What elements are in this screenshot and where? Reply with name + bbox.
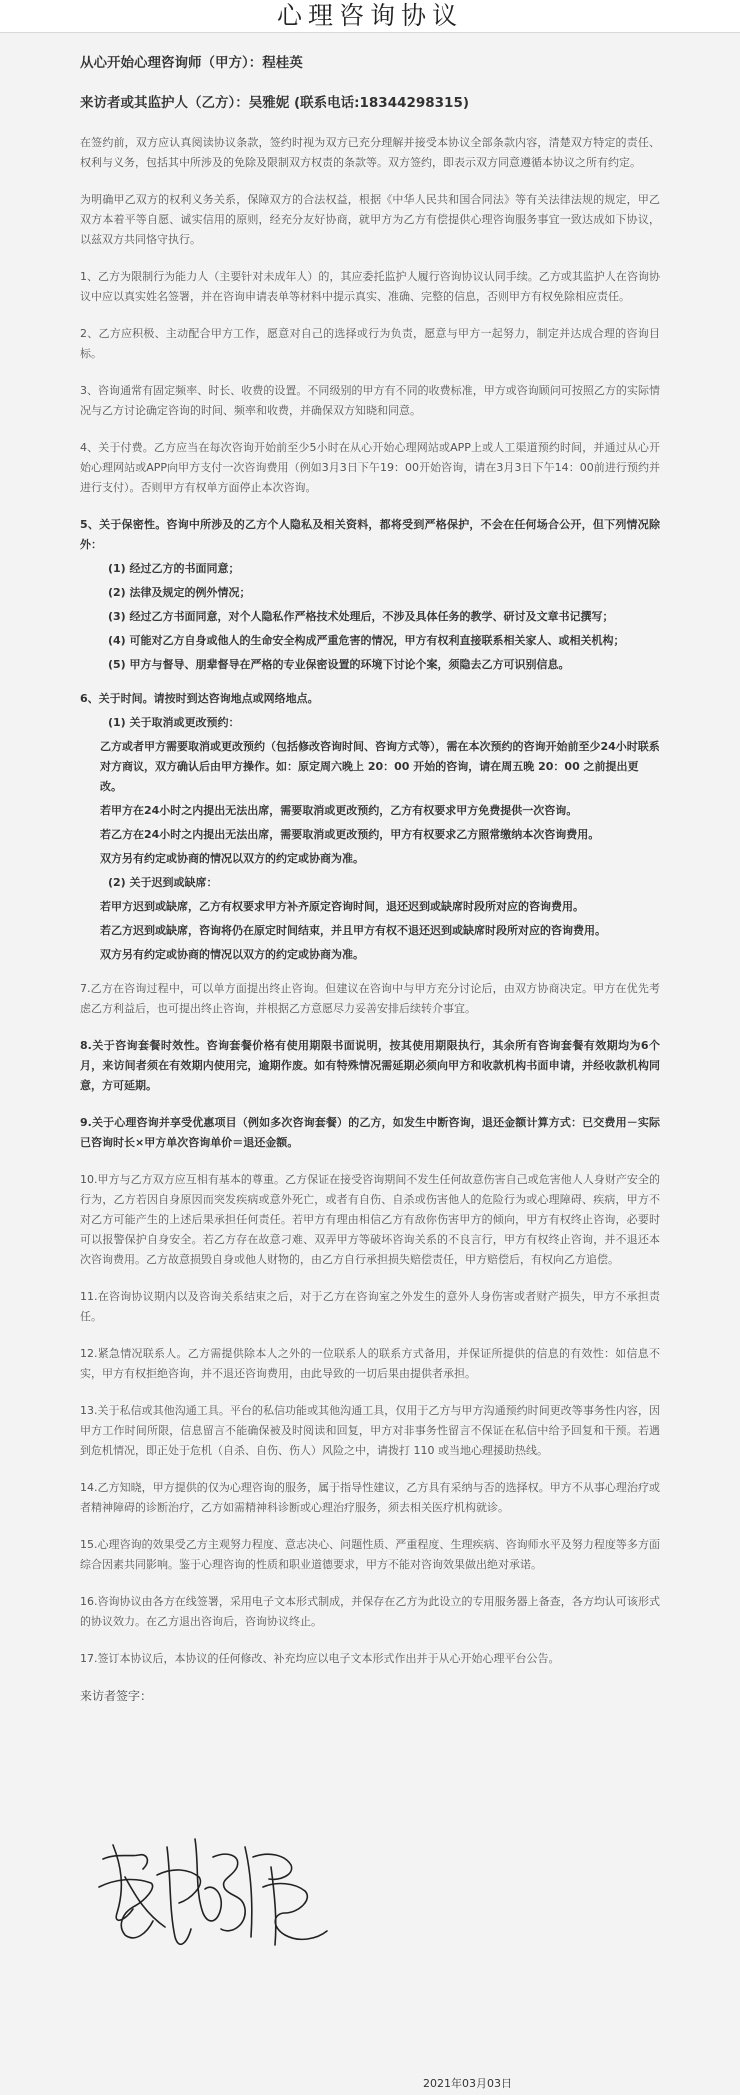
clause-6: 6、关于时间。请按时到达咨询地点或网络地点。 [80,692,319,705]
clause-15: 15.心理咨询的效果受乙方主观努力程度、意志决心、问题性质、严重程度、生理疾病、咨询师水平及努力程度等多方面综合因素共同影响。鉴于心理咨询的性质和职业道德要求，甲方不能对咨询效果做出绝对承诺。 [80,1538,660,1571]
clause-5-item: (2) 法律及规定的例外情况； [108,586,251,599]
handwritten-signature [95,1817,335,1967]
signing-date: 2021年03月03日 [423,2077,512,2090]
title-bar [0,0,740,33]
clause-6-item: (1) 关于取消或更改预约： [108,716,240,729]
clause-16: 16.咨询协议由各方在线签署，采用电子文本形式制成，并保存在乙方为此设立的专用服务器上备查，各方均认可该形式的协议效力。在乙方退出咨询后，咨询协议终止。 [80,1595,660,1628]
agreement-content [0,33,740,1704]
clause-14: 14.乙方知晓，甲方提供的仅为心理咨询的服务，属于指导性建议，乙方具有采纳与否的选择权。甲方不从事心理治疗或者精神障碍的诊断治疗，乙方如需精神科诊断或心理治疗服务，须去相关医疗机构就诊。 [80,1481,660,1514]
clause-6-item: 双方另有约定或协商的情况以双方的约定或协商为准。 [100,852,364,865]
clause-6-item: 若甲方迟到或缺席，乙方有权要求甲方补齐原定咨询时间，退还迟到或缺席时段所对应的咨询费用。 [100,900,584,913]
clause-6-item: 若甲方在24小时之内提出无法出席，需要取消或更改预约，乙方有权要求甲方免费提供一次咨询。 [100,804,578,817]
clause-6-item: 乙方或者甲方需要取消或更改预约（包括修改咨询时间、咨询方式等），需在本次预约的咨询开始前至少24小时联系对方商议，双方确认后由甲方操作。如：原定周六晚上 20：00 开始的咨询，请在周五晚 20：00 之前提出更改。 [100,740,660,793]
clause-2: 2、乙方应积极、主动配合甲方工作，愿意对自己的选择或行为负责，愿意与甲方一起努力，制定并达成合理的咨询目标。 [80,327,660,360]
clause-5: 5、关于保密性。咨询中所涉及的乙方个人隐私及相关资料，都将受到严格保护，不会在任何场合公开，但下列情况除外： [80,518,660,551]
clause-3: 3、咨询通常有固定频率、时长、收费的设置。不同级别的甲方有不同的收费标准，甲方或咨询顾问可按照乙方的实际情况与乙方讨论确定咨询的时间、频率和收费，并确保双方知晓和同意。 [80,384,660,417]
page-title: 心理咨询协议 [276,1,463,30]
clause-6-item: 若乙方在24小时之内提出无法出席，需要取消或更改预约，甲方有权要求乙方照常缴纳本次咨询费用。 [100,828,600,841]
clause-6-item: 双方另有约定或协商的情况以双方的约定或协商为准。 [100,948,364,961]
signature-label: 来访者签字： [80,1689,153,1703]
clause-12: 12.紧急情况联系人。乙方需提供除本人之外的一位联系人的联系方式备用，并保证所提供的信息的有效性：如信息不实，甲方有权拒绝咨询，并不退还咨询费用，由此导致的一切后果由提供者承担。 [80,1347,660,1380]
party-b: 来访者或其监护人（乙方）：吴雅妮 (联系电话:18344298315) [80,95,470,111]
clause-7: 7.乙方在咨询过程中，可以单方面提出终止咨询。但建议在咨询中与甲方充分讨论后，由双方协商决定。甲方在优先考虑乙方利益后，也可提出终止咨询，并根据乙方意愿尽力妥善安排后续转介事宜。 [80,982,660,1015]
clause-17: 17.签订本协议后，本协议的任何修改、补充均应以电子文本形式作出并于从心开始心理平台公告。 [80,1652,560,1665]
clause-4: 4、关于付费。乙方应当在每次咨询开始前至少5小时在从心开始心理网站或APP上或人工渠道预约时间，并通过从心开始心理网站或APP向甲方支付一次咨询费用（例如3月3日下午19：00开始咨询，请在3月3日下午14：00前进行预约并进行支付）。否则甲方有权单方面停止本次咨询。 [80,441,660,494]
clause-5-item: (3) 经过乙方书面同意，对个人隐私作严格技术处理后，不涉及具体任务的教学、研讨及文章书记撰写； [108,610,614,623]
clause-5-item: (5) 甲方与督导、朋辈督导在严格的专业保密设置的环境下讨论个案，须隐去乙方可识别信息。 [108,658,570,671]
party-a: 从心开始心理咨询师（甲方）：程桂英 [80,55,303,71]
clause-5-item: (1) 经过乙方的书面同意； [108,562,240,575]
clause-9: 9.关于心理咨询并享受优惠项目（例如多次咨询套餐）的乙方，如发生中断咨询，退还金额计算方式：已交费用－实际已咨询时长×甲方单次咨询单价＝退还金额。 [80,1116,660,1149]
clause-8: 8.关于咨询套餐时效性。咨询套餐价格有使用期限书面说明，按其使用期限执行，其余所有咨询套餐有效期均为6个月，来访间者须在有效期内使用完，逾期作废。如有特殊情况需延期必须向甲方和收款机构书面申请，并经收款机构同意，方可延期。 [80,1039,660,1092]
clause-11: 11.在咨询协议期内以及咨询关系结束之后，对于乙方在咨询室之外发生的意外人身伤害或者财产损失，甲方不承担责任。 [80,1290,660,1323]
clause-6-list [80,713,660,965]
clause-5-item: (4) 可能对乙方自身或他人的生命安全构成严重危害的情况，甲方有权利直接联系相关家人、或相关机构； [108,634,625,647]
clause-6-item: 若乙方迟到或缺席，咨询将仍在原定时间结束，并且甲方有权不退还迟到或缺席时段所对应的咨询费用。 [100,924,606,937]
intro-paragraph-1: 在签约前，双方应认真阅读协议条款，签约时视为双方已充分理解并接受本协议全部条款内容，清楚双方特定的责任、权利与义务，包括其中所涉及的免除及限制双方权责的条款等。双方签约，即表示双方同意遵循本协议之所有约定。 [80,136,660,169]
clause-6-item: (2) 关于迟到或缺席： [108,876,218,889]
clause-1: 1、乙方为限制行为能力人（主要针对未成年人）的，其应委托监护人履行咨询协议认同手续。乙方或其监护人在咨询协议中应以真实姓名签署，并在咨询申请表单等材料中提示真实、准确、完整的信息，否则甲方有权免除相应责任。 [80,270,660,303]
intro-paragraph-2: 为明确甲乙双方的权利义务关系，保障双方的合法权益，根据《中华人民共和国合同法》等有关法律法规的规定，甲乙双方本着平等自愿、诚实信用的原则，经充分友好协商，就甲方为乙方有偿提供心理咨询服务事宜一致达成如下协议，以兹双方共同恪守执行。 [80,193,660,246]
clause-10: 10.甲方与乙方双方应互相有基本的尊重。乙方保证在接受咨询期间不发生任何故意伤害自己或危害他人人身财产安全的行为，乙方若因自身原因而突发疾病或意外死亡，或者有自伤、自杀或伤害他人的危险行为或心理障碍、疾病，甲方不对乙方可能产生的上述后果承担任何责任。若甲方有理由相信乙方有敌你伤害甲方的倾向，甲方有权终止咨询，必要时可以报警保护自身安全。若乙方存在故意刁难、双弄甲方等破坏咨询关系的不良言行，甲方有权终止咨询，并不退还本次咨询费用。乙方故意损毁自身或他人财物的，由乙方自行承担损失赔偿责任，甲方赔偿后，有权向乙方追偿。 [80,1173,660,1266]
clause-13: 13.关于私信或其他沟通工具。平台的私信功能或其他沟通工具，仅用于乙方与甲方沟通预约时间更改等事务性内容，因甲方工作时间所限，信息留言不能确保被及时阅读和回复，甲方对非事务性留言不保证在私信中给予回复和干预。若遇到危机情况，即正处于危机（自杀、自伤、伤人）风险之中，请拨打 110 或当地心理援助热线。 [80,1404,660,1457]
clause-5-list [80,559,660,675]
